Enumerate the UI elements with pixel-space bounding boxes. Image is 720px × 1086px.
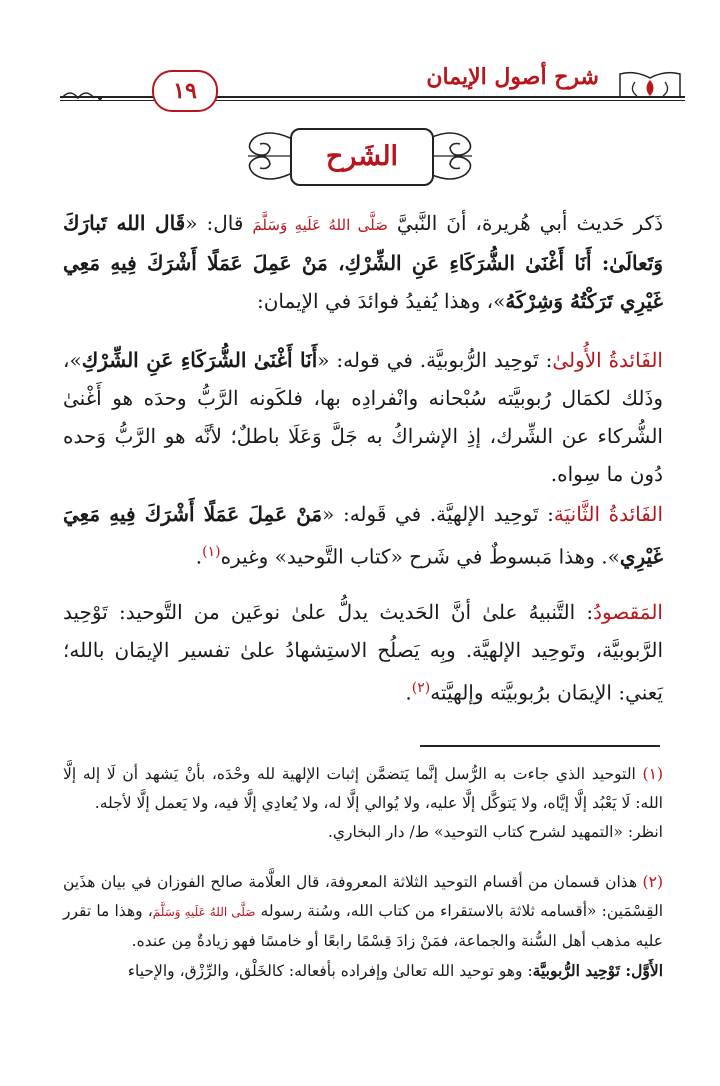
- paragraph-3: [63, 495, 663, 576]
- p3-text-a: : تَوحِيد الإلهيَّة. في قَوله: «: [322, 502, 554, 526]
- footnote-separator: [420, 745, 660, 747]
- footnote-1: [63, 760, 663, 847]
- footnote-2-text-b: ، وهذا ما تقرر عليه مذهب أهل السُّنة والجماعة، فمَنْ زادَ قِسْمًا رابعًا أو خامسًا فهو زيادةٌ مِن عنده.: [63, 902, 663, 950]
- footnote-2-salla-honorific: صَلَّى اللهُ عَلَيهِ وَسَلَّمَ: [152, 905, 256, 919]
- footnote-2-text-a: هذان قسمان من أقسام التوحيد الثلاثة المعروفة، قال العلَّامة صالح الفوزان في بيان هذَين القِسْمَين: «أقسامه ثلاثة بالاستقراء من كتاب الله، وسُنة رسوله: [63, 873, 663, 920]
- section-title: الشَرح: [290, 128, 434, 186]
- footnote-2-number: (٢): [642, 873, 663, 891]
- footnote-1-number: (١): [642, 765, 663, 783]
- footnote-ref-1[interactable]: (١): [202, 544, 221, 560]
- section-title-frame: [240, 124, 480, 188]
- page-number: ١٩: [152, 70, 218, 112]
- footnote-2: [63, 868, 663, 986]
- p1-text-b: قال: «: [185, 211, 253, 235]
- p2-text-a: : تَوحِيد الرُّبوبيَّة. في قوله: «: [317, 348, 553, 372]
- header-right-ornament-icon: [615, 68, 685, 102]
- footnote-ref-2[interactable]: (٢): [411, 680, 431, 696]
- p1-salla-honorific: صَلَّى اللهُ عَلَيهِ وَسَلَّمَ: [252, 216, 388, 234]
- p2-text-b: »، وذَلك لكمَال رُبوبيَّته سُبْحانه وانْفرادِه بها، فلكَونه الرَّبُّ وحدَه هو أَغْنىٰ الشُّركاء عن الشِّرك، إذِ الإشراكُ به جَلَّ وَعَلَا باطلٌ؛ لأنَّه هو الرَّبُّ وَحده دُون ما سِواه.: [63, 348, 663, 486]
- p4-text-a: : التَّنبيهُ علىٰ أنَّ الحَديث يدلُّ علىٰ نوعَين من التَّوحيد: تَوْحِيد الرَّبوبيَّة، وتَوحِيد الإلهيَّة. وبِه يَصلُح الاستِشهادُ علىٰ تفسير الإيمَان بالله؛ يَعني: الإيمَان برُبوبيَّته وإلهيَّته: [63, 600, 663, 705]
- p3-label: الفَائدةُ الثَّانيَة: [553, 502, 663, 526]
- paragraph-1: [63, 204, 663, 320]
- p4-label: المَقصودُ: [593, 600, 663, 624]
- p3-quote: مَنْ عَمِلَ عَمَلًا أَشْرَكَ فِيهِ مَعِيَ غَيْرِي: [63, 502, 663, 569]
- p1-text-a: ذَكر حَديث أبي هُريرة، أنَ النَّبيَّ: [387, 211, 664, 235]
- p2-label: الفَائدةُ الأُولىٰ: [552, 348, 663, 372]
- p4-text-c: .: [405, 680, 412, 705]
- paragraph-2: [63, 341, 663, 493]
- page-header: [60, 60, 685, 110]
- p1-text-c: »، وهذا يُفيدُ فوائدَ في الإيمان:: [257, 289, 506, 313]
- header-left-ornament-icon: [60, 86, 150, 104]
- p3-text-c: .: [195, 544, 203, 569]
- running-title: شرح أصول الإيمان: [420, 64, 605, 90]
- p1-hadith-quote: قَال الله تَبارَكَ وَتَعالَىٰ: أَنَا أَغْنَىٰ الشُّرَكَاءِ عَنِ الشِّرْكِ، مَنْ عَمِلَ عَمَلًا أَشْرَكَ فِيهِ مَعِي غَيْرِي تَرَكْتُهُ وَشِرْكَهُ: [63, 211, 663, 313]
- footnote-1-reference: انظر: «التمهيد لشرح كتاب التوحيد» ط/ دار البخاري.: [327, 823, 663, 841]
- footnote-2-first-label: الأَوَّل: تَوْحِيد الرُّبوبيَّة: [532, 961, 663, 980]
- footnote-1-text: التوحيد الذي جاءت به الرُّسل إنَّما يَتضمَّن إثبات الإلهية لله وحْدَه، بأنْ يَشهد أن لَا إله إلَّا الله: لَا يَعْبُد إلَّا إيَّاه، ولا يَتوكَّل إلَّا عليه، ولا يُوالي إلَّا له، ولا يُعادِي إلَّا فيه، ولا يَعمل إلَّا لأجله.: [63, 765, 663, 812]
- paragraph-4: [63, 593, 663, 712]
- p3-text-b: ». وهذا مَبسوطٌ في شَرح «كتاب التَّوحيد» وغيره: [220, 544, 620, 569]
- p2-quote: أَنَا أَغْنَىٰ الشُّرَكَاءِ عَنِ الشِّرْكِ: [81, 348, 318, 372]
- footnote-2-first-text: : وهو توحيد الله تعالىٰ وإفراده بأفعاله: كالخَلْق، والرِّزْق، والإحياء: [127, 962, 533, 980]
